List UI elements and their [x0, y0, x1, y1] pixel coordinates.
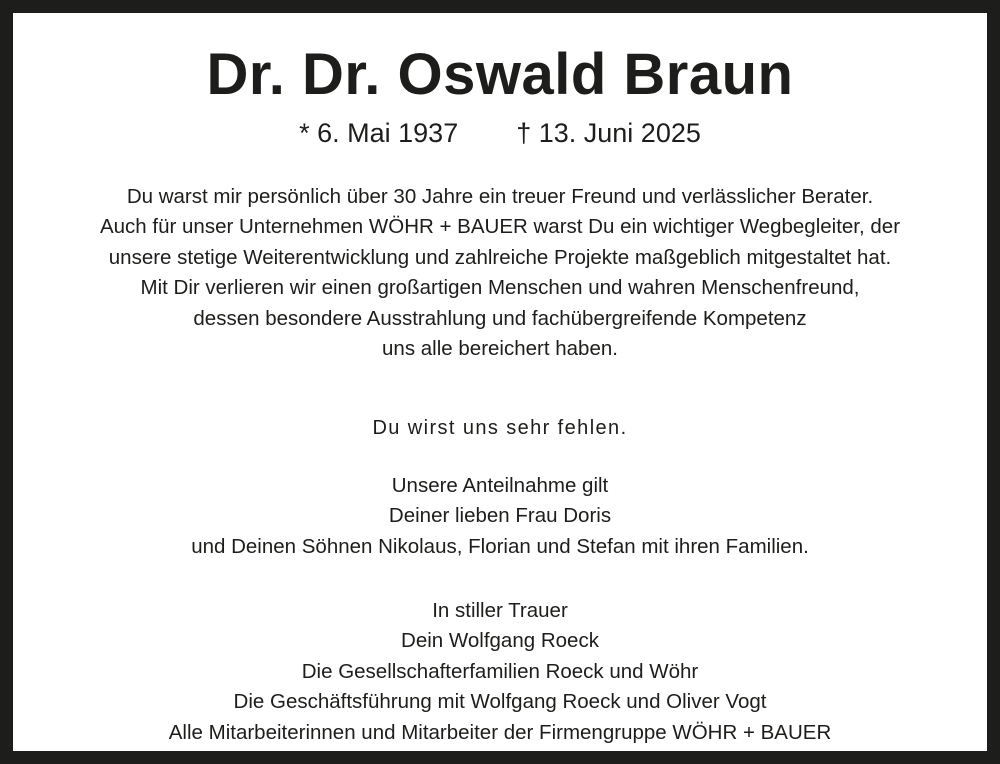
death-date: † 13. Juni 2025: [516, 118, 701, 148]
mourner-line: Die Geschäftsführung mit Wolfgang Roeck und Oliver Vogt: [233, 690, 767, 714]
tribute-line: unsere stetige Weiterentwicklung und zahlreiche Projekte maßgeblich mitgestaltet hat.: [108, 245, 892, 269]
mourner-line: Alle Mitarbeiterinnen und Mitarbeiter der Firmengruppe WÖHR + BAUER: [168, 720, 832, 744]
tribute-line: dessen besondere Ausstrahlung und fachübergreifende Kompetenz: [193, 306, 807, 330]
mourners-list: [13, 596, 987, 748]
sympathy-line: Deiner lieben Frau Doris: [388, 504, 612, 528]
tribute-line: Mit Dir verlieren wir einen großartigen Menschen und wahren Menschenfreund,: [140, 276, 860, 300]
birth-date: * 6. Mai 1937: [299, 118, 459, 148]
mourner-line: Dein Wolfgang Roeck: [401, 629, 599, 653]
tribute-text: [13, 182, 987, 364]
tribute-line: Auch für unser Unternehmen WÖHR + BAUER warst Du ein wichtiger Wegbegleiter, der: [99, 215, 901, 239]
sympathy-line: und Deinen Söhnen Nikolaus, Florian und Stefan mit ihren Familien.: [191, 534, 809, 558]
tribute-line: Du warst mir persönlich über 30 Jahre ein treuer Freund und verlässlicher Berater.: [126, 185, 874, 208]
mourner-line: Die Gesellschafterfamilien Roeck und Wöhr: [301, 659, 699, 683]
deceased-name: Dr. Dr. Oswald Braun: [206, 42, 794, 107]
tribute-line: uns alle bereichert haben.: [382, 337, 618, 361]
farewell-line: Du wirst uns sehr fehlen.: [372, 417, 628, 439]
life-dates: [13, 115, 987, 151]
mourner-line: In stiller Trauer: [432, 599, 568, 622]
sympathy-text: [13, 471, 987, 562]
sympathy-line: Unsere Anteilnahme gilt: [391, 474, 609, 497]
